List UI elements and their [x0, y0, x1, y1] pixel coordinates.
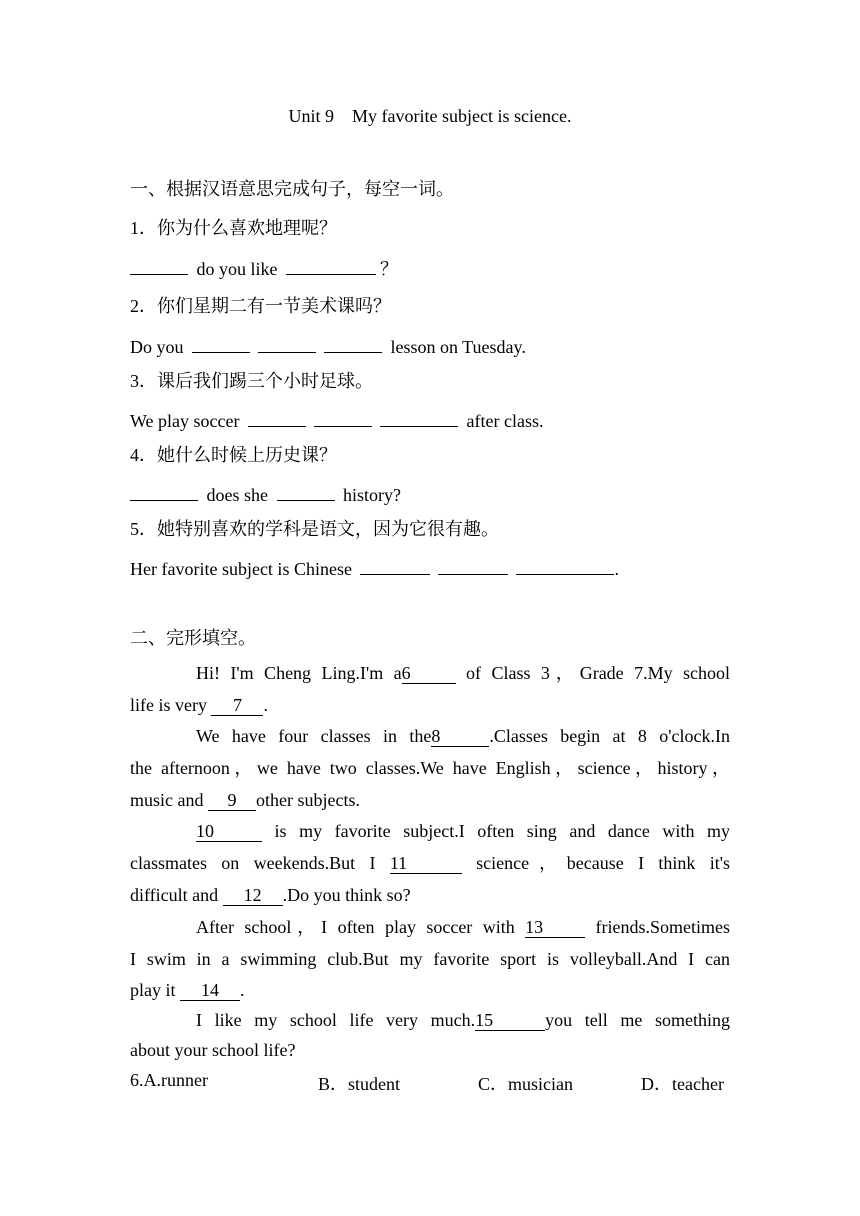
cloze-paragraph-3-line-3: [130, 884, 730, 906]
answer-blank[interactable]: [438, 556, 508, 575]
cloze-paragraph-3-line-1: [196, 820, 730, 842]
answer-blank[interactable]: [248, 408, 306, 427]
cloze-text: .Classes begin at 8 o'clock.In: [489, 726, 730, 746]
sentence-text: We play soccer: [130, 411, 244, 431]
cloze-paragraph-1-line-2: [130, 694, 730, 716]
cloze-paragraph-5-line-1: [196, 1009, 730, 1031]
sentence-text: after class.: [462, 411, 544, 431]
cloze-text: .Do you think so?: [282, 885, 411, 905]
cloze-text: Hi! I'm Cheng Ling.I'm a: [196, 663, 402, 683]
answer-blank[interactable]: [314, 408, 372, 427]
cloze-blank-11[interactable]: 11: [390, 853, 462, 874]
answer-blank[interactable]: [324, 334, 382, 353]
cloze-text: .: [240, 980, 245, 1000]
question-3-sentence: [130, 408, 730, 432]
section-2-heading: 二、完形填空。: [130, 628, 256, 648]
cloze-text: I like my school life very much.: [196, 1010, 476, 1030]
answer-blank[interactable]: [258, 334, 316, 353]
cloze-text: of Class 3，Grade 7.My school: [455, 663, 730, 683]
cloze-blank-14[interactable]: 14: [180, 980, 240, 1001]
sentence-text: Do you: [130, 337, 188, 357]
option-6-a[interactable]: 6.A.runner: [130, 1070, 208, 1090]
sentence-text: .: [614, 559, 619, 579]
cloze-paragraph-4-line-1: [196, 916, 730, 938]
cloze-text: difficult and: [130, 885, 223, 905]
answer-blank[interactable]: [130, 482, 198, 501]
answer-blank[interactable]: [277, 482, 335, 501]
option-6-d[interactable]: D．teacher: [641, 1074, 724, 1094]
sentence-text: lesson on Tuesday.: [386, 337, 526, 357]
question-4-sentence: [130, 482, 730, 506]
cloze-blank-13[interactable]: 13: [525, 917, 585, 938]
cloze-text: After school，I often play soccer with: [196, 917, 526, 937]
question-4-prompt: 4．她什么时候上历史课？: [130, 445, 337, 465]
cloze-blank-15[interactable]: 15: [475, 1010, 545, 1031]
question-2-sentence: [130, 334, 730, 358]
cloze-text: .: [263, 695, 268, 715]
cloze-text: life is very: [130, 695, 212, 715]
question-5-sentence: [130, 556, 730, 580]
sentence-text: do you like: [192, 259, 282, 279]
section-1-heading: 一、根据汉语意思完成句子，每空一词。: [130, 179, 454, 199]
cloze-paragraph-5-line-2: about your school life?: [130, 1040, 296, 1060]
question-5-prompt: 5．她特别喜欢的学科是语文，因为它很有趣。: [130, 519, 499, 539]
cloze-text: other subjects.: [256, 790, 360, 810]
cloze-text: is my favorite subject.I often sing and dance with my: [262, 821, 730, 841]
cloze-text: classmates on weekends.But I: [130, 853, 390, 873]
sentence-text: Her favorite subject is Chinese: [130, 559, 357, 579]
cloze-text: play it: [130, 980, 180, 1000]
question-3-prompt: 3．课后我们踢三个小时足球。: [130, 371, 373, 391]
cloze-text: friends.Sometimes: [585, 917, 730, 937]
cloze-blank-6[interactable]: 6: [402, 663, 456, 684]
answer-blank[interactable]: [380, 408, 458, 427]
sentence-text: ？: [380, 259, 398, 279]
cloze-paragraph-2-line-1: [196, 725, 730, 747]
cloze-paragraph-4-line-3: [130, 979, 730, 1001]
cloze-text: science，because I think it's: [461, 853, 731, 873]
cloze-blank-8[interactable]: 8: [431, 726, 489, 747]
answer-blank[interactable]: [360, 556, 430, 575]
option-6-c[interactable]: C．musician: [478, 1074, 573, 1094]
answer-blank[interactable]: [130, 256, 188, 275]
cloze-text: you tell me something: [545, 1010, 730, 1030]
answer-blank[interactable]: [286, 256, 376, 275]
question-1-prompt: 1．你为什么喜欢地理呢？: [130, 218, 337, 238]
cloze-blank-9[interactable]: 9: [208, 790, 256, 811]
cloze-text: We have four classes in the: [196, 726, 432, 746]
cloze-text: music and: [130, 790, 208, 810]
worksheet-title: Unit 9 My favorite subject is science.: [288, 106, 572, 126]
cloze-blank-7[interactable]: 7: [211, 695, 263, 716]
option-6-b[interactable]: B．student: [318, 1074, 401, 1094]
cloze-paragraph-1-line-1: [196, 662, 730, 684]
answer-blank[interactable]: [192, 334, 250, 353]
cloze-paragraph-4-line-2: I swim in a swimming club.But my favorite sport is volleyball.And I can: [130, 949, 730, 969]
sentence-text: history?: [338, 485, 401, 505]
cloze-paragraph-2-line-2: the afternoon，we have two classes.We have English，science，history，: [130, 758, 730, 778]
cloze-paragraph-2-line-3: [130, 789, 730, 811]
question-2-prompt: 2．你们星期二有一节美术课吗？: [130, 296, 391, 316]
sentence-text: does she: [202, 485, 273, 505]
question-1-sentence: [130, 256, 730, 280]
cloze-paragraph-3-line-2: [130, 852, 730, 874]
cloze-blank-12[interactable]: 12: [223, 885, 283, 906]
answer-blank[interactable]: [516, 556, 614, 575]
cloze-blank-10[interactable]: 10: [196, 821, 262, 842]
